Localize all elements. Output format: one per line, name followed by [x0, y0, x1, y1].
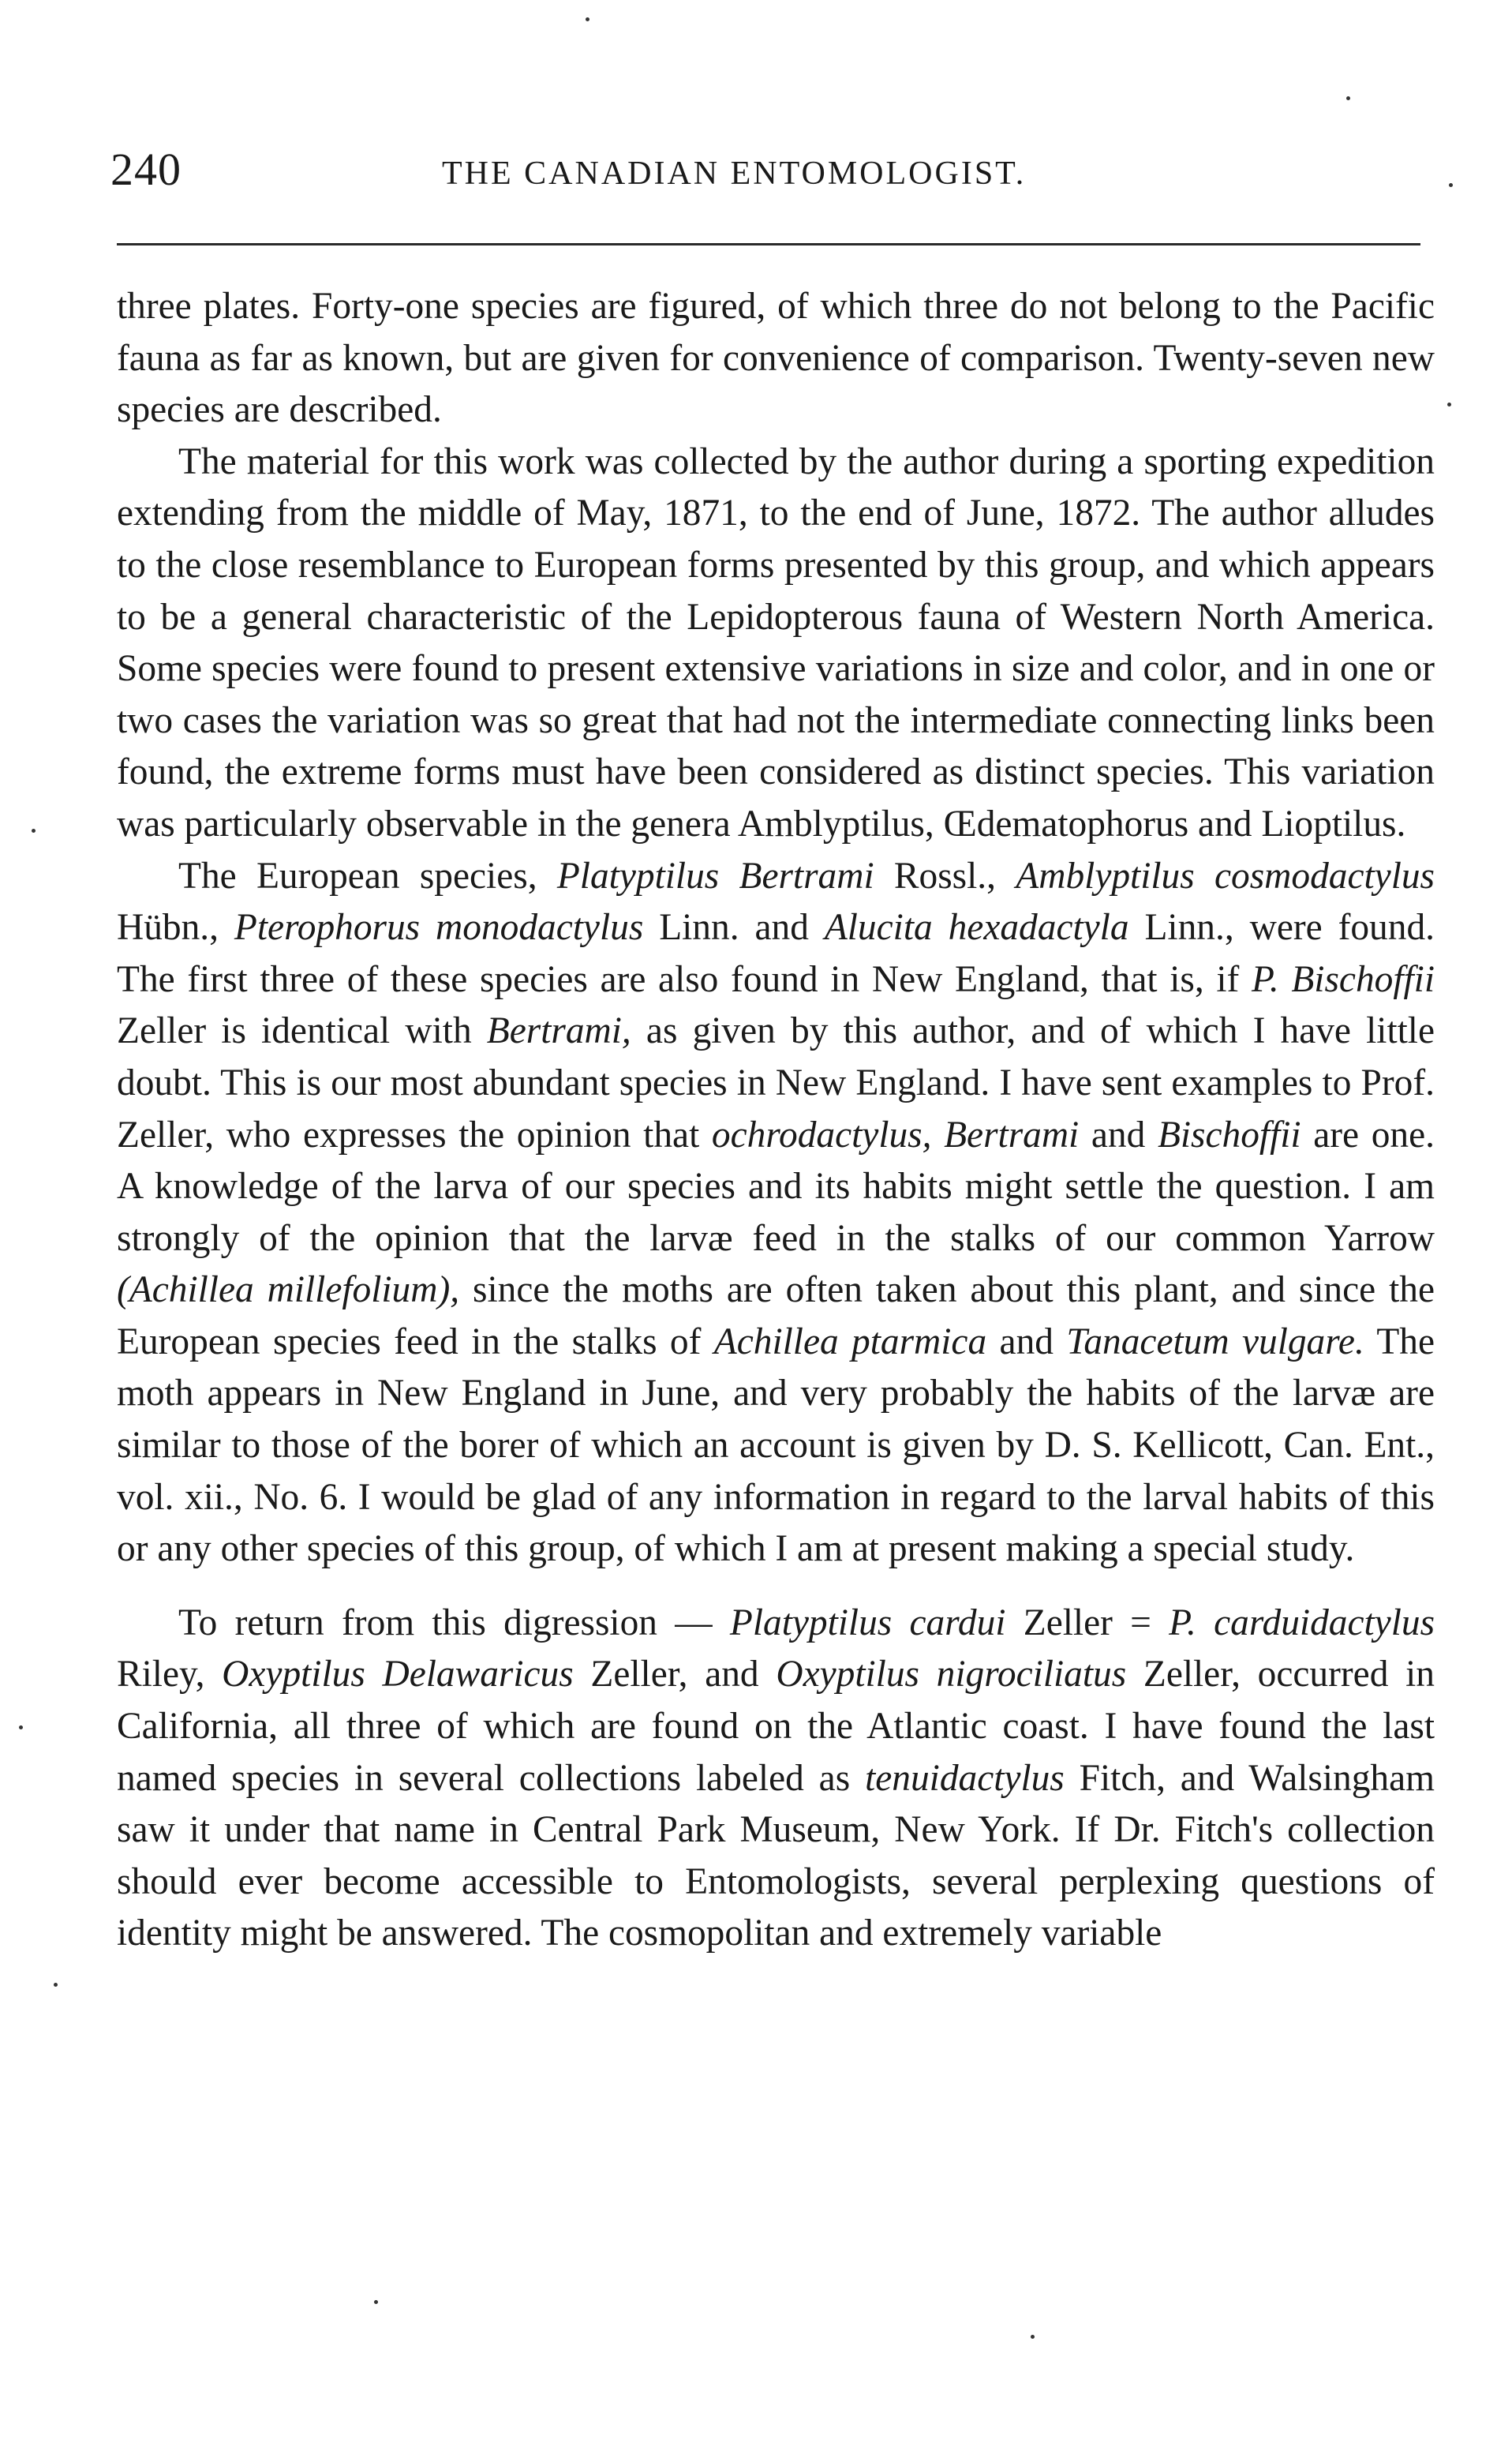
scan-speck [32, 829, 36, 833]
text-run: The European species, [178, 855, 557, 897]
text-run: and [1079, 1114, 1158, 1156]
scan-speck [1449, 183, 1453, 187]
species-name: Tanacetum vulgare. [1066, 1321, 1364, 1362]
species-name: Pterophorus monodactylus [234, 907, 644, 949]
species-name: Platyptilus Bertrami [556, 855, 874, 897]
text-run: and [986, 1321, 1067, 1362]
text-run: since the moths are often taken about this plant, and since the European species feed in the stalks of [117, 1269, 1435, 1362]
text-run: Hübn., [117, 907, 234, 949]
text-run: Zeller, occurred in California, all three of which are found on the Atlantic coast. I have found the last named species in several collections labeled as [117, 1654, 1435, 1799]
paragraph-continued: three plates. Forty-one species are figured, of which three do not belong to the Pacific fauna as far as known, but are given for convenience of comparison. Twenty-seven new species are described. [117, 286, 1435, 431]
page-header [110, 142, 1436, 205]
species-name: P. carduidactylus [1169, 1602, 1435, 1643]
species-name: Bischoffii [1157, 1114, 1301, 1156]
species-name: Bertrami, [486, 1010, 631, 1052]
species-name: (Achillea millefolium), [117, 1269, 460, 1311]
species-name: Oxyptilus Delawaricus [222, 1654, 574, 1695]
body-text [117, 281, 1435, 1960]
text-run: are one. A knowledge of the larva of our species and its habits might settle the question. I am strongly of the opinion that the larvæ feed in the stalks of our common Yarrow [117, 1114, 1435, 1259]
text-run: Riley, [117, 1654, 223, 1695]
paragraph-material: The material for this work was collected by the author during a sporting expedition extending from the middle of May, 1871, to the end of June, 1872. The author alludes to the close resemblance to European forms presented by this group, and which appears to be a general characteristic of the Lepidopterous fauna of Western North America. Some species were found to present extensive variations in size and color, and in one or two cases the variation was so great that had not the intermediate connecting links been found, the extreme forms must have been considered as distinct species. This variation was particularly observable in the genera Amblyptilus, Œdematophorus and Lioptilus. [117, 440, 1435, 845]
text-run: The moth appears in New England in June, and very probably the habits of the larvæ are similar to those of the borer of which an account is given by D. S. Kellicott, Can. Ent., vol. xii., No. 6. I would be glad of any information in regard to the larval habits of this or any other species of this group, of which I am at present making a special study. [117, 1321, 1435, 1570]
species-name: Oxyptilus nigrociliatus [776, 1654, 1127, 1695]
species-name: Achillea ptarmica [713, 1321, 987, 1362]
header-rule [117, 243, 1420, 245]
paragraph-digression [117, 1598, 1435, 1960]
page-number: 240 [110, 144, 182, 195]
text-run: Zeller, and [573, 1654, 777, 1695]
scan-speck [1031, 2335, 1035, 2339]
text-run: as given by this author, and of which I have little doubt. This is our most abundant species in New England. I have sent examples to Prof. Zeller, who expresses the opinion that [117, 1010, 1435, 1156]
running-title: THE CANADIAN ENTOMOLOGIST. [442, 155, 1027, 192]
paragraph-european-species [117, 851, 1435, 1575]
species-name: ochrodactylus, Bertrami [711, 1114, 1080, 1156]
scan-speck [54, 1983, 58, 1987]
scan-speck [1346, 96, 1350, 100]
species-name: P. Bischoffii [1251, 958, 1435, 1000]
scan-speck [374, 2300, 378, 2304]
species-name: Platyptilus cardui [729, 1602, 1006, 1643]
text-run: Zeller is identical with [117, 1010, 487, 1052]
text-run: Linn. and [643, 907, 825, 949]
scan-speck [1447, 403, 1451, 406]
species-name: tenuidactylus [865, 1757, 1065, 1799]
text-run: Linn., were found. The first three of these species are also found in New England, that is, if [117, 907, 1435, 1000]
text-run: Rossl., [874, 855, 1016, 897]
text-run: Zeller = [1005, 1602, 1170, 1643]
species-name: Alucita hexadactyla [824, 907, 1129, 949]
species-name: Amblyptilus cosmodactylus [1016, 855, 1435, 897]
scan-speck [19, 1725, 23, 1729]
text-run: To return from this digression — [178, 1602, 730, 1643]
text-run: Fitch, and Walsingham saw it under that name in Central Park Museum, New York. If Dr. Fitch's collection should ever become accessible to Entomologists, several perplexing questions of identity might be answered. The cosmopolitan and extremely variable [117, 1757, 1435, 1954]
scan-speck [586, 17, 589, 21]
